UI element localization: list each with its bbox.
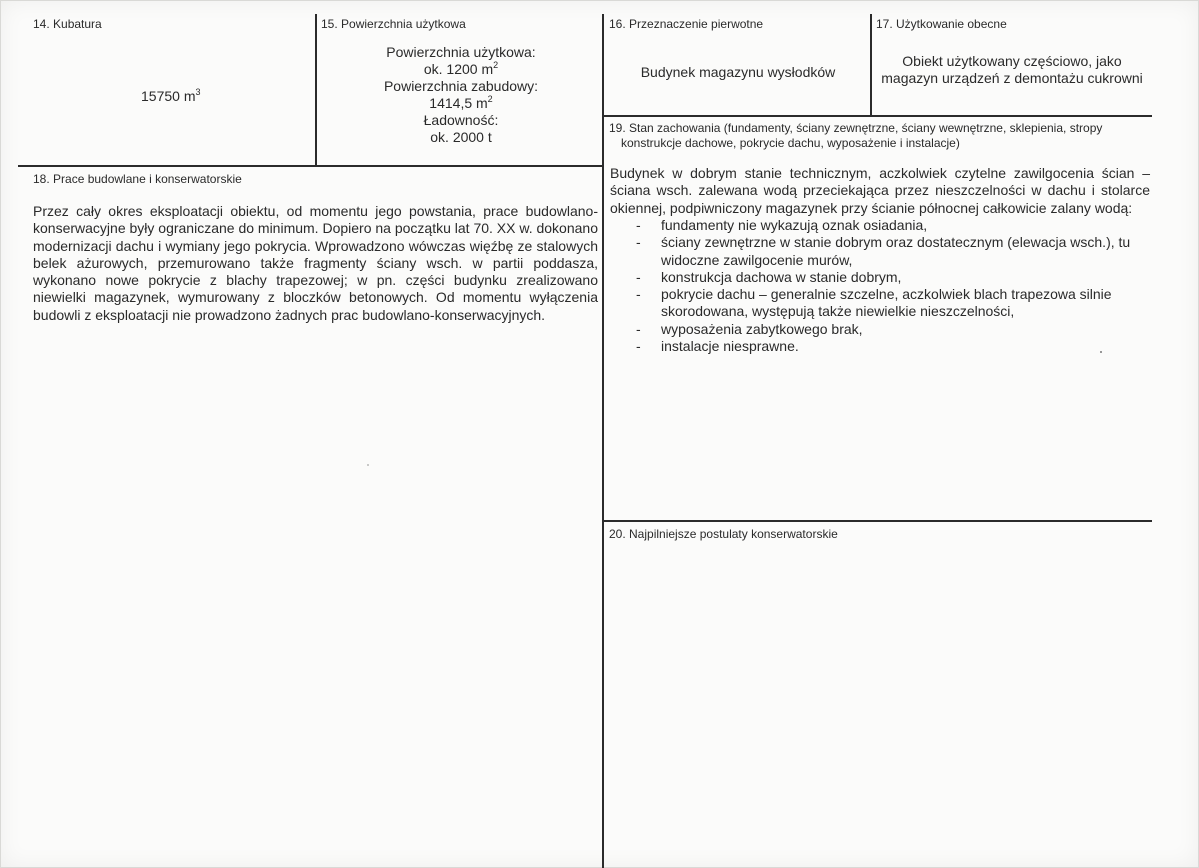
rule-above-19 <box>602 115 1152 117</box>
dash-bullet: - <box>636 320 641 337</box>
condition-item-text: ściany zewnętrzne w stanie dobrym oraz dostatecznym (elewacja wsch.), tu widoczne zawilgocenie murów, <box>661 234 1131 268</box>
volume-number: 15750 m <box>141 88 196 104</box>
volume-value <box>141 88 201 105</box>
usable-area-label: Powierzchnia użytkowa: <box>386 44 536 60</box>
condition-list-item <box>610 338 1150 355</box>
section-14-title: 14. Kubatura <box>33 17 102 31</box>
condition-intro-text: Budynek w dobrym stanie technicznym, aczkolwiek czytelne zawilgocenia ścian – ściana wsch. zalewana wodą przeciekająca przez nieszczelności w dachu i stolarce okiennej, podpiwniczony magazynek przy ścianie północnej całkowicie zalany wodą: <box>610 165 1150 216</box>
dash-bullet: - <box>636 286 641 303</box>
divider-center <box>602 14 604 868</box>
condition-item-text: wyposażenia zabytkowego brak, <box>661 320 863 337</box>
condition-list-item <box>610 321 1150 338</box>
dash-bullet: - <box>636 234 641 251</box>
section-17-title: 17. Użytkowanie obecne <box>876 17 1007 31</box>
section-16-title: 16. Przeznaczenie pierwotne <box>609 17 764 31</box>
condition-item-text: instalacje niesprawne. <box>661 338 799 355</box>
section-18-title: 18. Prace budowlane i konserwatorskie <box>33 172 242 186</box>
paper-speck <box>367 464 369 466</box>
paper-speck <box>1100 351 1102 353</box>
condition-list-item <box>610 217 1150 234</box>
section-19-title: 19. Stan zachowania (fundamenty, ściany zewnętrzne, ściany wewnętrzne, sklepienia, stropy konstrukcje dachowe, pokrycie dachu, wyposażenie i instalacje) <box>609 121 1103 150</box>
condition-item-text: pokrycie dachu – generalnie szczelne, aczkolwiek blach trapezowa silnie skorodowana, występują także niewielkie nieszczelności, <box>661 286 1112 320</box>
dash-bullet: - <box>636 268 641 285</box>
construction-works-text: Przez cały okres eksploatacji obiektu, od momentu jego powstania, prace budowlano-konserwacyjne były ograniczane do minimum. Dopiero na początku lat 70. XX w. dokonano modernizacji dachu i wymiany jego pokrycia. Wprowadzono wówczas więźbę ze stalowych belek ażurowych, przemurowano także fragmenty ściany wsch. w partii poddasza, wykonano nowe pokrycie z blachy trapezowej; w pn. części budynku zrealizowano niewielki magazynek, wymurowany z bloczków betonowych. Od momentu wyłączenia budowli z eksploatacji nie prowadzono żadnych prac budowlano-konserwacyjnych. <box>33 203 598 323</box>
dash-bullet: - <box>636 338 641 355</box>
volume-unit-exponent: 3 <box>195 87 201 97</box>
section-15-title: 15. Powierzchnia użytkowa <box>321 17 466 31</box>
area-details <box>340 44 582 146</box>
built-area-value: 1414,5 $m^2$ <box>429 94 493 111</box>
original-purpose-value: Budynek magazynu wysłodków <box>640 64 836 80</box>
capacity-label: Ładowność: <box>423 112 499 128</box>
condition-list <box>610 217 1150 355</box>
section-20-title: 20. Najpilniejsze postulaty konserwatorskie <box>609 527 838 541</box>
condition-list-item <box>610 269 1150 286</box>
condition-item-text: konstrukcja dachowa w stanie dobrym, <box>661 268 902 285</box>
divider-14-15 <box>315 14 317 167</box>
usable-area-value: ok. 1200 $m^2$ <box>423 60 499 77</box>
dash-bullet: - <box>636 217 641 233</box>
condition-item-text: fundamenty nie wykazują oznak osiadania, <box>661 217 928 233</box>
built-area-label: Powierzchnia zabudowy: <box>383 78 539 94</box>
top-row-bottom-rule-left <box>18 165 604 167</box>
rule-above-20 <box>602 520 1152 522</box>
capacity-value: ok. 2000 t <box>430 129 492 145</box>
condition-list-item <box>610 286 1150 321</box>
condition-list-item <box>610 234 1150 269</box>
current-use-value: Obiekt użytkowany częściowo, jako magazyn urządzeń z demontażu cukrowni <box>881 53 1143 86</box>
